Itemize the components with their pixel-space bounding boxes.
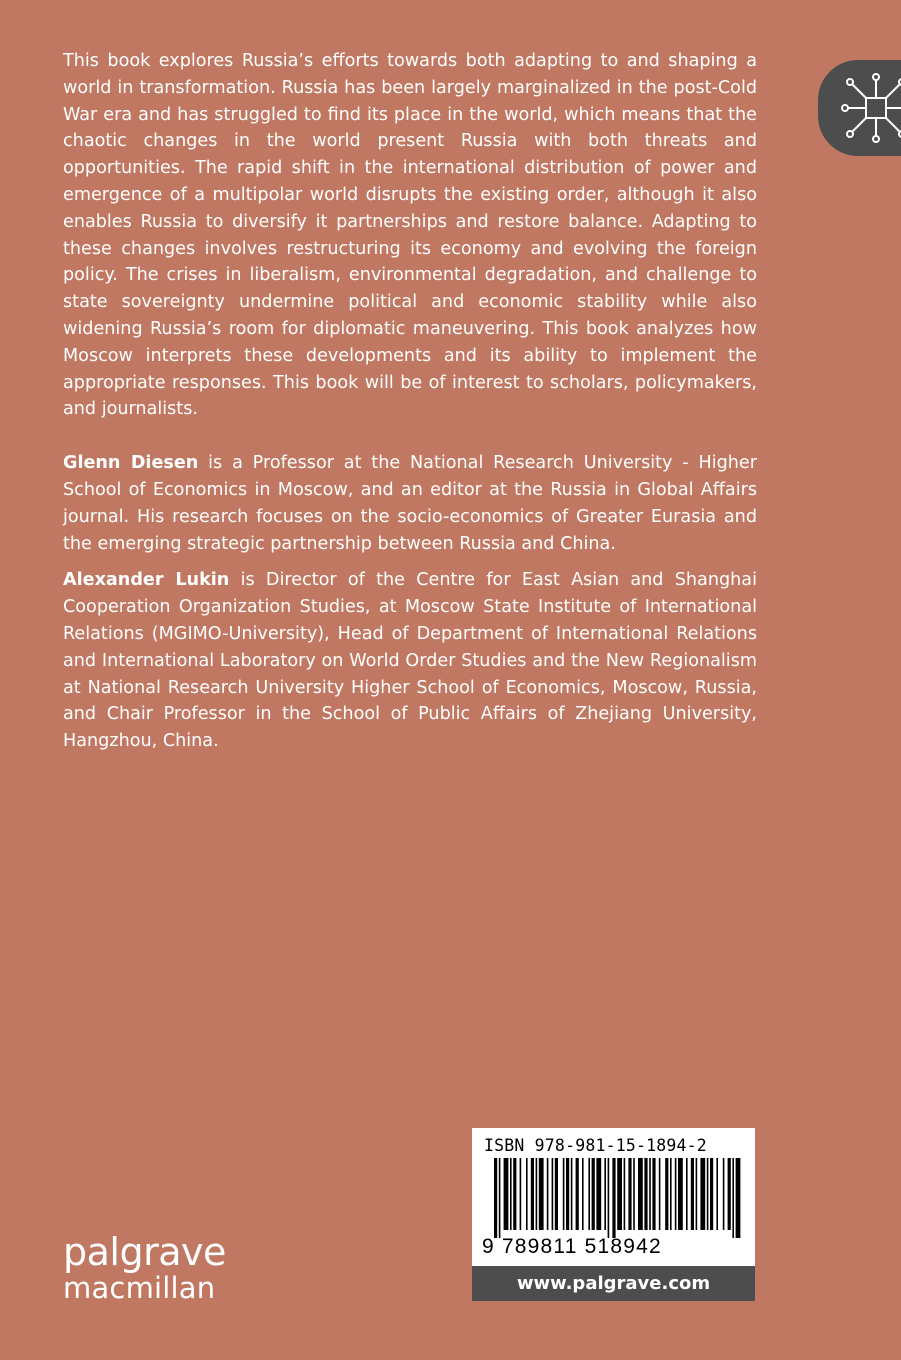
author-bio-lukin: [63, 567, 757, 755]
barcode-bar: [576, 1158, 579, 1230]
author-bio-text: is a Professor at the National Research University - Higher School of Economics in Moscow, and an editor at the Russia in Global Affairs journal. His research focuses on the socio-economics of Greater Eurasia and the emerging strategic partnership between Russia and China.: [63, 453, 757, 554]
barcode-bar: [716, 1158, 718, 1230]
barcode-bar: [547, 1158, 549, 1230]
barcode-bar: [696, 1158, 698, 1230]
barcode-bar: [604, 1158, 606, 1230]
author-name: Alexander Lukin: [63, 570, 230, 591]
barcode-bar: [513, 1158, 516, 1230]
book-blurb: This book explores Russia’s efforts towards both adapting to and shaping a world in transformation. Russia has been largely marginalized in the post-Cold War era and has struggled to find its place in the world, which means that the chaotic changes in the world present Russia with both threats and opportunities. The rapid shift in the international distribution of power and emergence of a multipolar world disrupts the existing order, although it also enables Russia to diversify it partnerships and restore balance. Adapting to these changes involves restructuring its economy and evolving the foreign policy. The crises in liberalism, environmental degradation, and challenge to state sovereignty undermine political and economic stability while also widening Russia’s room for diplomatic maneuvering. This book analyzes how Moscow interprets these developments and its ability to implement the appropriate responses. This book will be of interest to scholars, policymakers, and journalists.: [63, 51, 757, 420]
barcode-bar: [638, 1158, 643, 1230]
barcode-bar: [531, 1158, 534, 1230]
barcode-bar: [592, 1158, 595, 1230]
barcode-bar: [732, 1158, 734, 1238]
barcode-bar: [700, 1158, 705, 1230]
barcode-bar: [686, 1158, 688, 1230]
barcode-bar: [624, 1158, 626, 1230]
barcode-bar: [510, 1158, 512, 1230]
barcode-bar: [628, 1158, 631, 1230]
barcode-bar: [707, 1158, 709, 1230]
barcode-bar: [644, 1158, 647, 1230]
network-node-icon: [838, 70, 901, 146]
barcode-bar: [539, 1158, 544, 1230]
publisher-badge: [818, 60, 901, 156]
barcode-bar: [588, 1158, 590, 1230]
barcode-bar: [728, 1158, 731, 1230]
barcode-bar: [608, 1158, 610, 1238]
barcode-digits: 9 789811 518942: [482, 1235, 662, 1258]
publisher-logo: [63, 1230, 226, 1305]
barcode-bar: [678, 1158, 683, 1230]
barcode-bar: [649, 1158, 651, 1230]
barcode-bar: [494, 1158, 497, 1238]
isbn-label: ISBN 978-981-15-1894-2: [484, 1136, 707, 1155]
barcode-bar: [596, 1158, 601, 1230]
barcode-bar: [675, 1158, 677, 1230]
publisher-logo-line1: palgrave: [63, 1230, 226, 1274]
barcode-bar: [571, 1158, 573, 1230]
isbn-barcode-box: [472, 1128, 755, 1301]
author-name: Glenn Diesen: [63, 453, 199, 474]
barcode-bar: [691, 1158, 694, 1230]
barcode-bar: [612, 1158, 615, 1238]
barcode-bar: [670, 1158, 672, 1230]
barcode-bar: [566, 1158, 569, 1230]
barcode-bar: [652, 1158, 655, 1230]
publisher-url: www.palgrave.com: [472, 1266, 755, 1301]
barcode: [480, 1158, 746, 1238]
barcode-bar: [633, 1158, 635, 1230]
barcode-bar: [723, 1158, 725, 1230]
barcode-bar: [526, 1158, 528, 1230]
barcode-bar: [520, 1158, 522, 1230]
barcode-bar: [582, 1158, 584, 1230]
author-bio-diesen: [63, 450, 757, 557]
back-cover-text: [63, 48, 757, 755]
barcode-bar: [504, 1158, 509, 1230]
barcode-bar: [536, 1158, 538, 1230]
barcode-bar: [555, 1158, 558, 1230]
barcode-bar: [617, 1158, 622, 1230]
barcode-bar: [736, 1158, 741, 1238]
barcode-bar: [563, 1158, 565, 1230]
barcode-bar: [499, 1158, 501, 1238]
barcode-bar: [665, 1158, 668, 1230]
publisher-logo-line2: macmillan: [63, 1271, 216, 1305]
barcode-bar: [659, 1158, 661, 1230]
author-bio-text: is Director of the Centre for East Asian and Shanghai Cooperation Organization Studies, at Moscow State Institute of International Relations (MGIMO-University), Head of Department of International Relations and International Laboratory on World Order Studies and the New Regionalism at National Research University Higher School of Economics, Moscow, Russia, and Chair Professor in the School of Public Affairs of Zhejiang University, Hangzhou, China.: [63, 570, 757, 752]
barcode-bar: [552, 1158, 554, 1230]
barcode-bar: [710, 1158, 713, 1230]
